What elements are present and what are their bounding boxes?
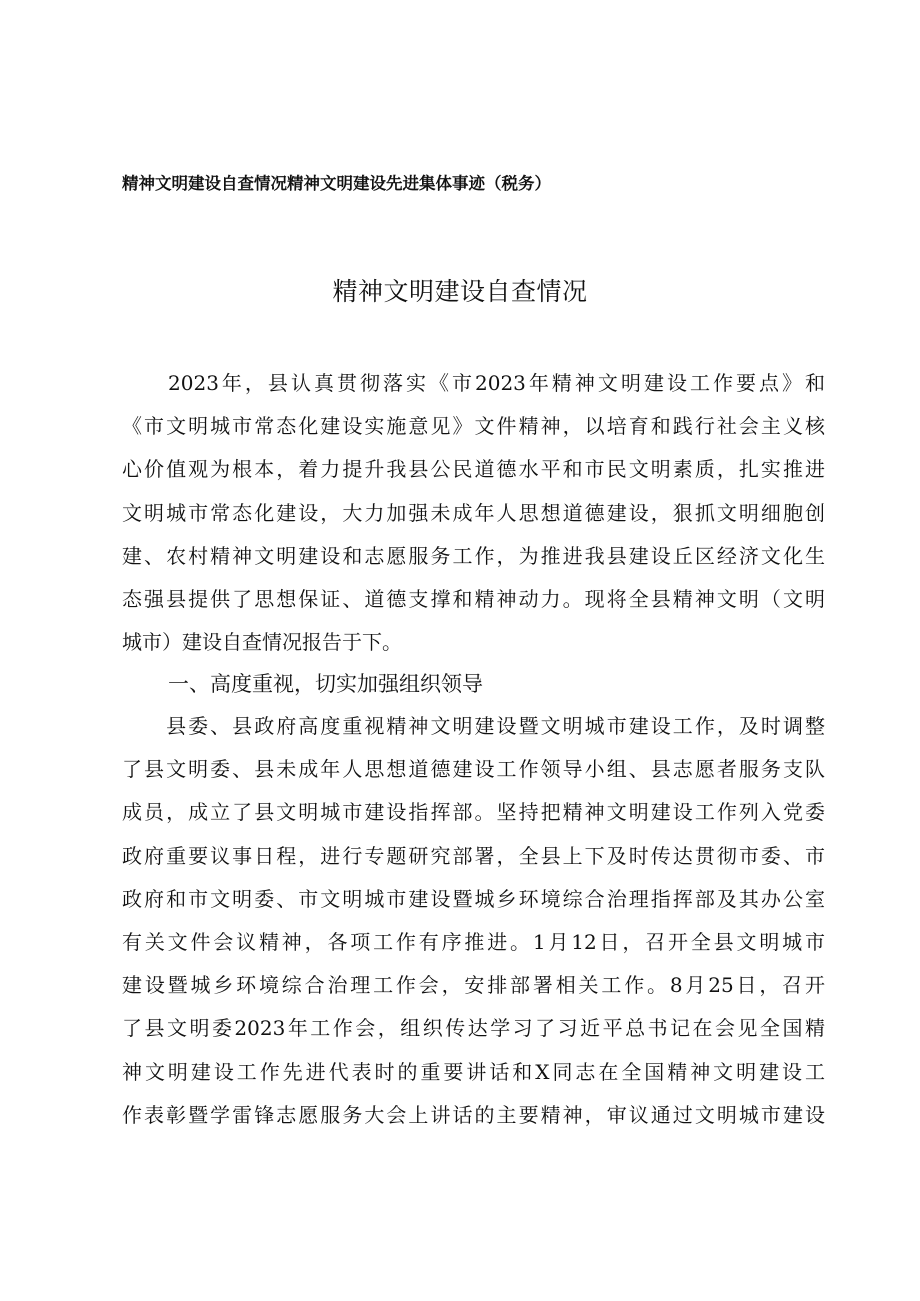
paragraph-line: 县委、县政府高度重视精神文明建设暨文明城市建设工作，及时调整 xyxy=(122,714,825,738)
paragraph-line: 了县文明委、县未成年人思想道德建设工作领导小组、县志愿者服务支队 xyxy=(122,757,825,782)
paragraph-line: 作表彰暨学雷锋志愿服务大会上讲话的主要精神，审议通过文明城市建设 xyxy=(122,1102,825,1127)
paragraph-line: 《市文明城市常态化建设实施意见》文件精神，以培育和践行社会主义核 xyxy=(122,414,825,439)
document-header: 精神文明建设自查情况精神文明建设先进集体事迹（税务） xyxy=(122,174,551,193)
paragraph-line: 了县文明委2023年工作会，组织传达学习了习近平总书记在会见全国精 xyxy=(122,1016,825,1041)
paragraph-line: 成员，成立了县文明城市建设指挥部。坚持把精神文明建设工作列入党委 xyxy=(122,800,825,825)
paragraph-line: 2023年，县认真贯彻落实《市2023年精神文明建设工作要点》和 xyxy=(122,371,825,395)
paragraph-line: 政府和市文明委、市文明城市建设暨城乡环境综合治理指挥部及其办公室 xyxy=(122,886,825,911)
paragraph-line: 有关文件会议精神，各项工作有序推进。1月12日，召开全县文明城市 xyxy=(122,929,825,954)
paragraph-line: 建设暨城乡环境综合治理工作会，安排部署相关工作。8月25日，召开 xyxy=(122,973,825,998)
paragraph-line: 城市）建设自查情况报告于下。 xyxy=(122,630,402,655)
paragraph-line: 政府重要议事日程，进行专题研究部署，全县上下及时传达贯彻市委、市 xyxy=(122,843,825,868)
paragraph-line: 文明城市常态化建设，大力加强未成年人思想道德建设，狠抓文明细胞创 xyxy=(122,500,825,525)
paragraph-line: 建、农村精神文明建设和志愿服务工作，为推进我县建设丘区经济文化生 xyxy=(122,543,825,568)
paragraph-line: 神文明建设工作先进代表时的重要讲话和X同志在全国精神文明建设工 xyxy=(122,1059,825,1084)
document-title: 精神文明建设自查情况 xyxy=(332,277,588,306)
paragraph-2 xyxy=(122,705,825,1137)
section-heading: 一、高度重视，切实加强组织领导 xyxy=(168,672,483,696)
paragraph-1 xyxy=(122,362,825,664)
paragraph-line: 态强县提供了思想保证、道德支撑和精神动力。现将全县精神文明（文明 xyxy=(122,586,825,611)
paragraph-line: 心价值观为根本，着力提升我县公民道德水平和市民文明素质，扎实推进 xyxy=(122,457,825,482)
